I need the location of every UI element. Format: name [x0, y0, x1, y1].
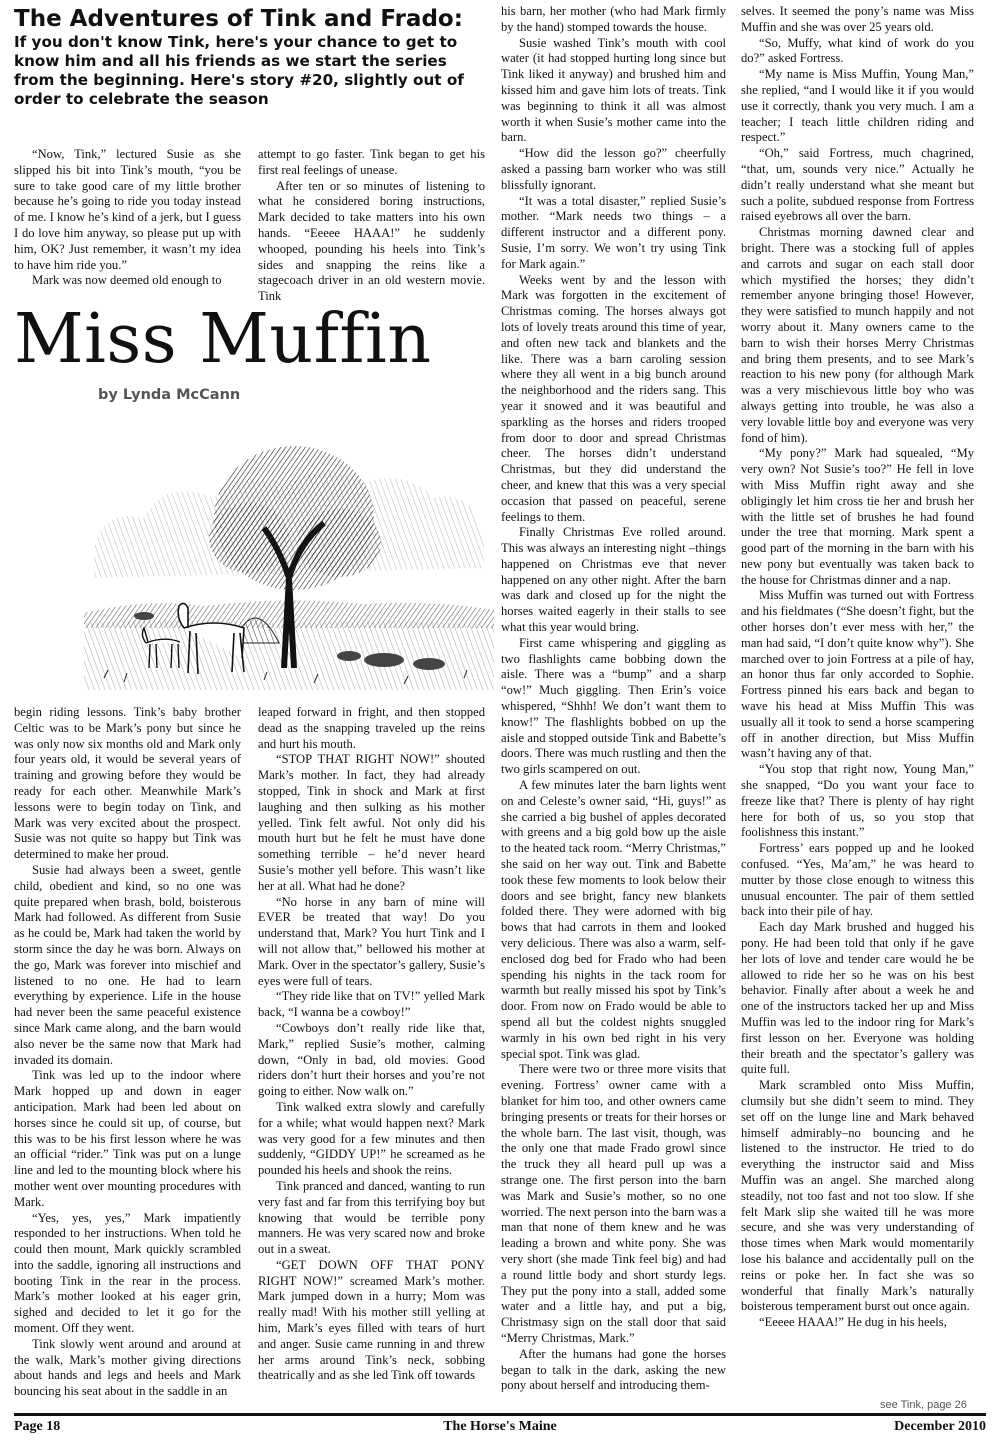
publication-name: The Horse's Maine	[443, 1419, 557, 1434]
tree-canopy	[209, 503, 289, 573]
paragraph: “Yes, yes, yes,” Mark impatiently responded to her instructions. When told he could then mount, Mark quickly scrambled into the saddle, ignoring all instructions and booting Tink in the rear in the process. Mark’s mother looked at his eager grin, sighed and decided to let it go for the moment. Off they went.	[14, 1210, 241, 1336]
issue-date: December 2010	[894, 1419, 986, 1434]
paragraph: First came whispering and giggling as two flashlights came bobbing down the aisle. There was a “bump” and a sharp “ow!” Much giggling. Then Erin’s voice whispered, “Shhh! We don’t want them to know!” The flashlights bobbed on up the aisle and stopped outside Tink and Babette’s doors. There was much rustling and then the two girls scampered on out.	[501, 635, 726, 777]
paragraph: Christmas morning dawned clear and bright. There was a stocking full of apples and carrots and sugar on each stall door which mystified the horses; they didn’t remember anyone bringing those! However, they were satisfied to munch happily and not worry about it. Many owners came to the barn to wish their horses Merry Christmas and bring them presents, and to see Mark’s reaction to his new pony (for although Mark was a very mischievous little boy who was always getting into trouble, he was also a very lovable little boy and everyone was very fond of him).	[741, 225, 974, 445]
continuation-note: see Tink, page 26	[880, 1399, 967, 1411]
paragraph: his barn, her mother (who had Mark firmly by the hand) stomped towards the house.	[501, 4, 726, 34]
paragraph: Tink slowly went around and around at the walk, Mark’s mother giving directions about hands and legs and heels and Mark bouncing his seat about in the saddle in an	[14, 1336, 241, 1399]
paragraph: “GET DOWN OFF THAT PONY RIGHT NOW!” screamed Mark’s mother. Mark jumped down in a hurry; Mom was really mad! With his mother still yelling at him, Mark’s eyes filled with tears of hurt and anger. Susie came running in and threw her arms around Tink’s neck, sobbing theatrically and as she led Tink off towards	[258, 1257, 485, 1383]
paragraph: “Now, Tink,” lectured Susie as she slipped his bit into Tink’s mouth, “you be sure to take good care of my little brother because he’s going to ride you today instead of me. I know he’s kind of a jerk, but I guess I do love him anyway, so please put up with him, OK? Just remember, it wasn’t my idea to have him ride you.”	[14, 147, 241, 272]
pasture-engraving-illustration	[84, 428, 494, 690]
paragraph: “They ride like that on TV!” yelled Mark back, “I wanna be a cowboy!”	[258, 989, 485, 1020]
paragraph: “My name is Miss Muffin, Young Man,” she replied, “and I would like it if you would use it correctly, thank you very much. I am a teacher; I teach little children riding and respect.”	[741, 67, 974, 145]
paragraph: “STOP THAT RIGHT NOW!” shouted Mark’s mother. In fact, they had already stopped, Tink in shock and Mark at first laughing and then sulking as his mother yelled. Tink felt awful. Not only did his mouth hurt but he felt he must have done something terrible – he’d never heard Susie’s mother yell before. This wasn’t like her at all. What had he done?	[258, 752, 485, 893]
story-title: Miss Muffin	[14, 300, 432, 379]
paragraph: A few minutes later the barn lights went on and Celeste’s owner said, “Hi, guys!” as she carried a big bushel of apples decorated with greens and a big gold bow up the aisle to the heated tack room. “Merry Christmas,” she said on her way out. Tink and Babette took these few moments to look below their doors and see bright, fancy new blankets folded there. They were adorned with big bows that had carrots in them and looked very delicious. There was also a warm, self-enclosed dog bed for Frado who had been spending his nights in the tack room for warmth but really missed his spot by Tink’s door. From now on Frado would be able to spend all but the coldest nights snuggled warmly in his own bed right in his very special spot. Tink was glad.	[501, 778, 726, 1061]
paragraph: Weeks went by and the lesson with Mark was forgotten in the excitement of Christmas coming. The horses always got lots of lovely treats around this time of year, and often new tack and blankets and the like. There was a barn caroling session where they all went in a big bunch around the neighborhood and the riders sang. This year it snowed and it was beautiful and sparkling as the horses and riders trooped from door to door and spread Christmas cheer. The horses didn’t understand Christmas, but they did understand the cheer, and knew that this was a very special occasion that passed on peaceful, serene feelings to them.	[501, 272, 726, 524]
paragraph: Tink pranced and danced, wanting to run very fast and far from this terrifying boy but knowing that would be terrible pony manners. He was very scared now and broke out in a sweat.	[258, 1178, 485, 1257]
paragraph: “No horse in any barn of mine will EVER be treated that way! Do you understand that, Mark? You hurt Tink and I will not allow that,” bellowed his mother at Mark. Over in the spectator’s gallery, Susie’s eyes were full of tears.	[258, 894, 485, 988]
paragraph: Miss Muffin was turned out with Fortress and his fieldmates (“She doesn’t fight, but the other horses don’t ever mess with her,” the man had said, “I don’t quite know why”). She marched over to join Fortress at a pile of hay, an honor thus far only accorded to Sophie. Fortress pinned his ears back and began to wave his head at Miss Muffin This was usually all it took to send a horse scampering off in another direction, but Miss Muffin wasn’t having any of that.	[741, 588, 974, 761]
paragraph: After ten or so minutes of listening to what he considered boring instructions, Mark decided to take matters into his own hands. “Eeeee HAAA!” he suddenly whooped, pounding his heels into Tink’s sides and snapping the reins like a stagecoach driver in an old western movie. Tink	[258, 178, 485, 304]
paragraph: “You stop that right now, Young Man,” she snapped, “Do you want your face to freeze like that? There is plenty of hay right here for both of us, so you stop that foolishness this instant.”	[741, 762, 974, 840]
page-number: Page 18	[14, 1419, 61, 1434]
byline: by Lynda McCann	[98, 387, 241, 403]
paragraph: “How did the lesson go?” cheerfully asked a passing barn worker who was still blissfully ignorant.	[501, 146, 726, 192]
column-2-bottom	[258, 705, 485, 1405]
paragraph: Susie washed Tink’s mouth with cool water (it had stopped hurting long since but Tink liked it anyway) and brushed him and kissed him and gave him lots of treats. Tink was beginning to think it all was almost worth it when Susie’s mother came into the barn.	[501, 35, 726, 145]
paragraph: After the humans had gone the horses began to talk in the dark, asking the new pony about herself and introducing them-	[501, 1346, 726, 1393]
paragraph: There were two or three more visits that evening. Fortress’ owner came with a blanket for him too, and other owners came bringing presents or treats for their horses or the whole barn. The last visit, though, was the only one that made Frado growl since the truck they all heard pull up was a strange one. The first person into the barn was Mark and Susie’s mother, so no one worried. The next person into the barn was a man that none of them knew and he was leading a brown and white pony. She was very short (she made Tink feel big) and had a round little body and short sturdy legs. They put the pony into a stall, added some water and a little hay, and put a big, Christmasy sign on the stall door that said “Merry Christmas, Mark.”	[501, 1062, 726, 1345]
paragraph: leaped forward in fright, and then stopped dead as the snapping traveled up the reins and hurt his mouth.	[258, 705, 485, 751]
paragraph: Susie had always been a sweet, gentle child, obedient and kind, so no one was quite prepared when brash, bold, boisterous Mark had followed. As different from Susie as he could be, Mark had taken the world by storm since the day he was born. Always on the go, Mark was forever into mischief and listened to no one. He had to learn everything by experience. Life in the house had never been the same peaceful existence since Mark came along, and the barn would also never be the same now that Mark had invaded its domain.	[14, 862, 241, 1067]
tree-canopy	[297, 509, 381, 577]
footer-rule	[14, 1413, 986, 1416]
paragraph: begin riding lessons. Tink’s baby brother Celtic was to be Mark’s pony but since he was only now six months old and Mark only four years old, it would be several years of training and growing before they would be ready for each other. Meanwhile Mark’s lessons were to begin today on Tink, and Mark was very excited about the prospect. Susie was not quite so happy but Tink was determined to make her proud.	[14, 705, 241, 862]
paragraph: Finally Christmas Eve rolled around. This was always an interesting night –things happened on Christmas eve that never happened on any other night. After the barn was dark and closed up for the night the horses waited eagerly in their stalls to see what this year would bring.	[501, 525, 726, 635]
paragraph: “It was a total disaster,” replied Susie’s mother. “Mark needs two things – a different instructor and a different pony. Susie, I’m sorry. We won’t try using Tink for Mark again.”	[501, 193, 726, 271]
paragraph: “Oh,” said Fortress, much chagrined, “that, um, sounds very nice.” Actually he didn’t really understand what she meant but such a polite, subdued response from Fortress raised eyebrows all over the barn.	[741, 146, 974, 224]
paragraph: “So, Muffy, what kind of work do you do?” asked Fortress.	[741, 35, 974, 66]
paragraph: Tink walked extra slowly and carefully for a while; what would happen next? Mark was very good for a few minutes and then suddenly, “GIDDY UP!” he screamed as he pounded his heels and shook the reins.	[258, 1099, 485, 1178]
column-1-top	[14, 147, 241, 288]
series-title: The Adventures of Tink and Frado:	[14, 6, 463, 32]
paragraph: Each day Mark brushed and hugged his pony. He had been told that only if he gave her lots of love and tender care would he be allowed to ride her so he was on his best behavior. Finally after about a week he and one of the instructors tacked her up and Miss Muffin was led to the indoor ring for Mark’s first lesson on her. Everyone was holding their breath and the spectator’s gallery was quite full.	[741, 920, 974, 1077]
paragraph: “Eeeee HAAA!” He dug in his heels,	[759, 1315, 947, 1330]
paragraph: selves. It seemed the pony’s name was Miss Muffin and she was over 25 years old.	[741, 4, 974, 34]
series-subtitle: If you don't know Tink, here's your chance to get to know him and all his friends as we start the series from the beginning. Here's story #20, slightly out of order to celebrate the season	[14, 33, 464, 108]
paragraph: Mark was now deemed old enough to	[32, 273, 222, 288]
column-3	[501, 4, 726, 1404]
paragraph: Fortress’ ears popped up and he looked confused. “Yes, Ma’am,” he was heard to mutter by those close enough to witness this unusual encounter. The pair of them settled back into their pile of hay.	[741, 841, 974, 919]
paragraph: Mark scrambled onto Miss Muffin, clumsily but she didn’t seem to mind. They set off on the lunge line and Mark behaved himself admirably–no bouncing and he listened to the instructor. He tried to do everything the instructor said and Miss Muffin was an angel. She marched along steadily, not too fast and not too slow. If she felt Mark slip she waited till he was more secure, and she was very understanding of those times when Mark would momentarily lose his balance and accidentally pull on the reins or poke her. In fact she was so wonderful that finally Mark’s naturally boisterous temperament burst out once again.	[741, 1078, 974, 1314]
column-1-bottom	[14, 705, 241, 1405]
paragraph: attempt to go faster. Tink began to get his first real feelings of unease.	[258, 147, 485, 177]
paragraph: “Cowboys don’t really ride like that, Mark,” replied Susie’s mother, calming down, “Only in bad, old movies. Good riders don’t hurt their horses and you’re not going to either. Now walk on.”	[258, 1020, 485, 1099]
column-2-top	[258, 147, 485, 304]
paragraph: “My pony?” Mark had squealed, “My very own? Not Susie’s too?” He fell in love with Miss Muffin right away and she obligingly let him cross tie her and brush her with the little set of brushes he had found under the tree that morning. Mark spent a good part of the morning in the barn with his new pony but eventually was taken back to the house for Christmas dinner and a nap.	[741, 446, 974, 587]
column-4	[741, 4, 974, 1397]
paragraph: Tink was led up to the indoor where Mark hopped up and down in eager anticipation. Mark had been led about on horses since he could sit up, of course, but this was to be his first lesson where he was an official “rider.” Tink was put on a lunge line and led to the mounting block where his mother went over mounting procedures with Mark.	[14, 1068, 241, 1209]
